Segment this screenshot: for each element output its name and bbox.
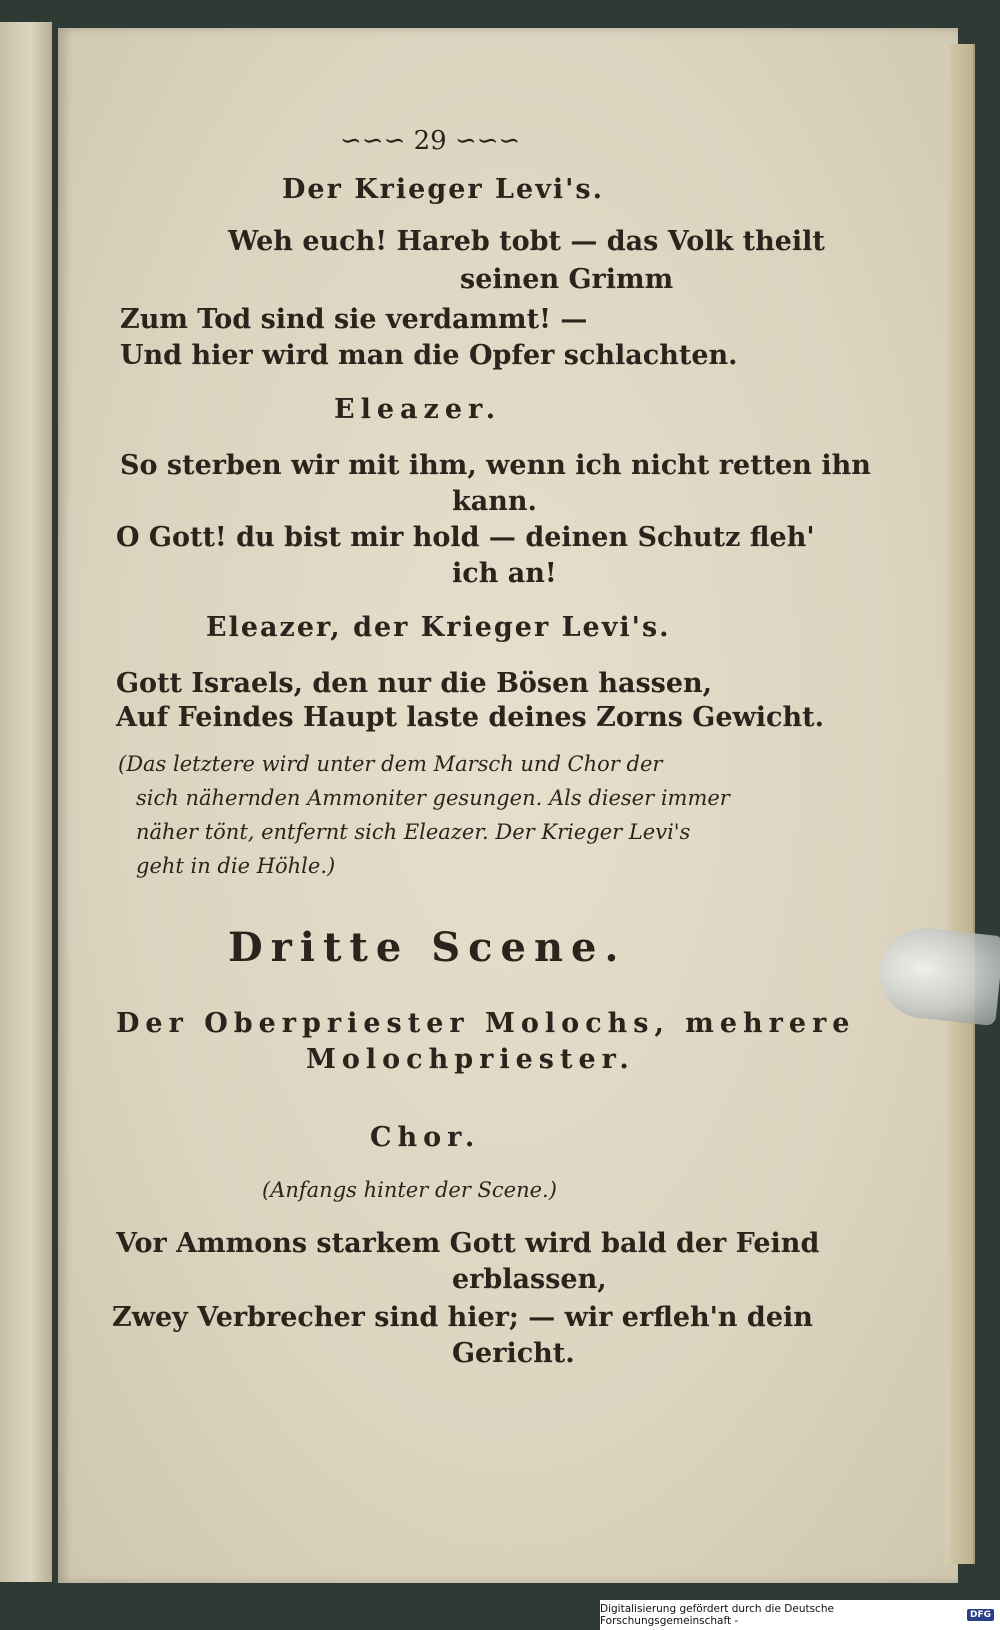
character-list: Der Oberpriester Molochs, mehrere <box>116 1008 856 1039</box>
verse-line: Und hier wird man die Opfer schlachten. <box>120 340 738 371</box>
page-number <box>340 128 520 154</box>
stage-direction: sich nähernden Ammoniter gesungen. Als dieser immer <box>136 786 730 810</box>
verse-line: O Gott! du bist mir hold — deinen Schutz fleh' <box>116 522 815 553</box>
stage-direction: geht in die Höhle.) <box>136 854 336 878</box>
character-list-continuation: Molochpriester. <box>306 1044 635 1075</box>
previous-page-edge <box>0 22 52 1582</box>
speaker-heading: Eleazer, der Krieger Levi's. <box>206 612 671 643</box>
dfg-logo: DFG <box>967 1609 994 1621</box>
verse-line: Gott Israels, den nur die Bösen hassen, <box>116 668 713 699</box>
verse-line-continuation: Gericht. <box>452 1338 575 1369</box>
page-ornament-right: ∽∽∽ <box>454 126 521 156</box>
verse-line: Weh euch! Hareb tobt — das Volk theilt <box>228 226 825 257</box>
stage-direction: (Anfangs hinter der Scene.) <box>262 1178 557 1202</box>
verse-line: Zwey Verbrecher sind hier; — wir erfleh'n dein <box>112 1302 813 1333</box>
verse-line-continuation: erblassen, <box>452 1264 607 1295</box>
verse-line: Zum Tod sind sie verdammt! — <box>120 304 588 335</box>
page-number-value: 29 <box>413 126 447 156</box>
stage-direction: (Das letztere wird unter dem Marsch und Chor der <box>118 752 663 776</box>
verse-line: Auf Feindes Haupt laste deines Zorns Gewicht. <box>116 702 824 733</box>
page-stack-edge <box>945 44 975 1564</box>
verse-line-continuation: kann. <box>452 486 537 517</box>
verse-line: So sterben wir mit ihm, wenn ich nicht retten ihn <box>120 450 871 481</box>
digitization-credit-text: Digitalisierung gefördert durch die Deutsche Forschungsgemeinschaft - <box>600 1603 834 1627</box>
stage-direction: näher tönt, entfernt sich Eleazer. Der Krieger Levi's <box>136 820 691 844</box>
speaker-heading: Eleazer. <box>334 394 502 425</box>
verse-line: Vor Ammons starkem Gott wird bald der Feind <box>116 1228 820 1259</box>
scene-title: Dritte Scene. <box>228 924 627 971</box>
verse-line-continuation: seinen Grimm <box>460 264 674 295</box>
verse-line-continuation: ich an! <box>452 558 557 589</box>
page-ornament-left: ∽∽∽ <box>340 126 406 156</box>
speaker-heading: Der Krieger Levi's. <box>282 174 605 205</box>
digitization-credit <box>600 1600 1000 1630</box>
speaker-heading: Chor. <box>370 1122 481 1153</box>
